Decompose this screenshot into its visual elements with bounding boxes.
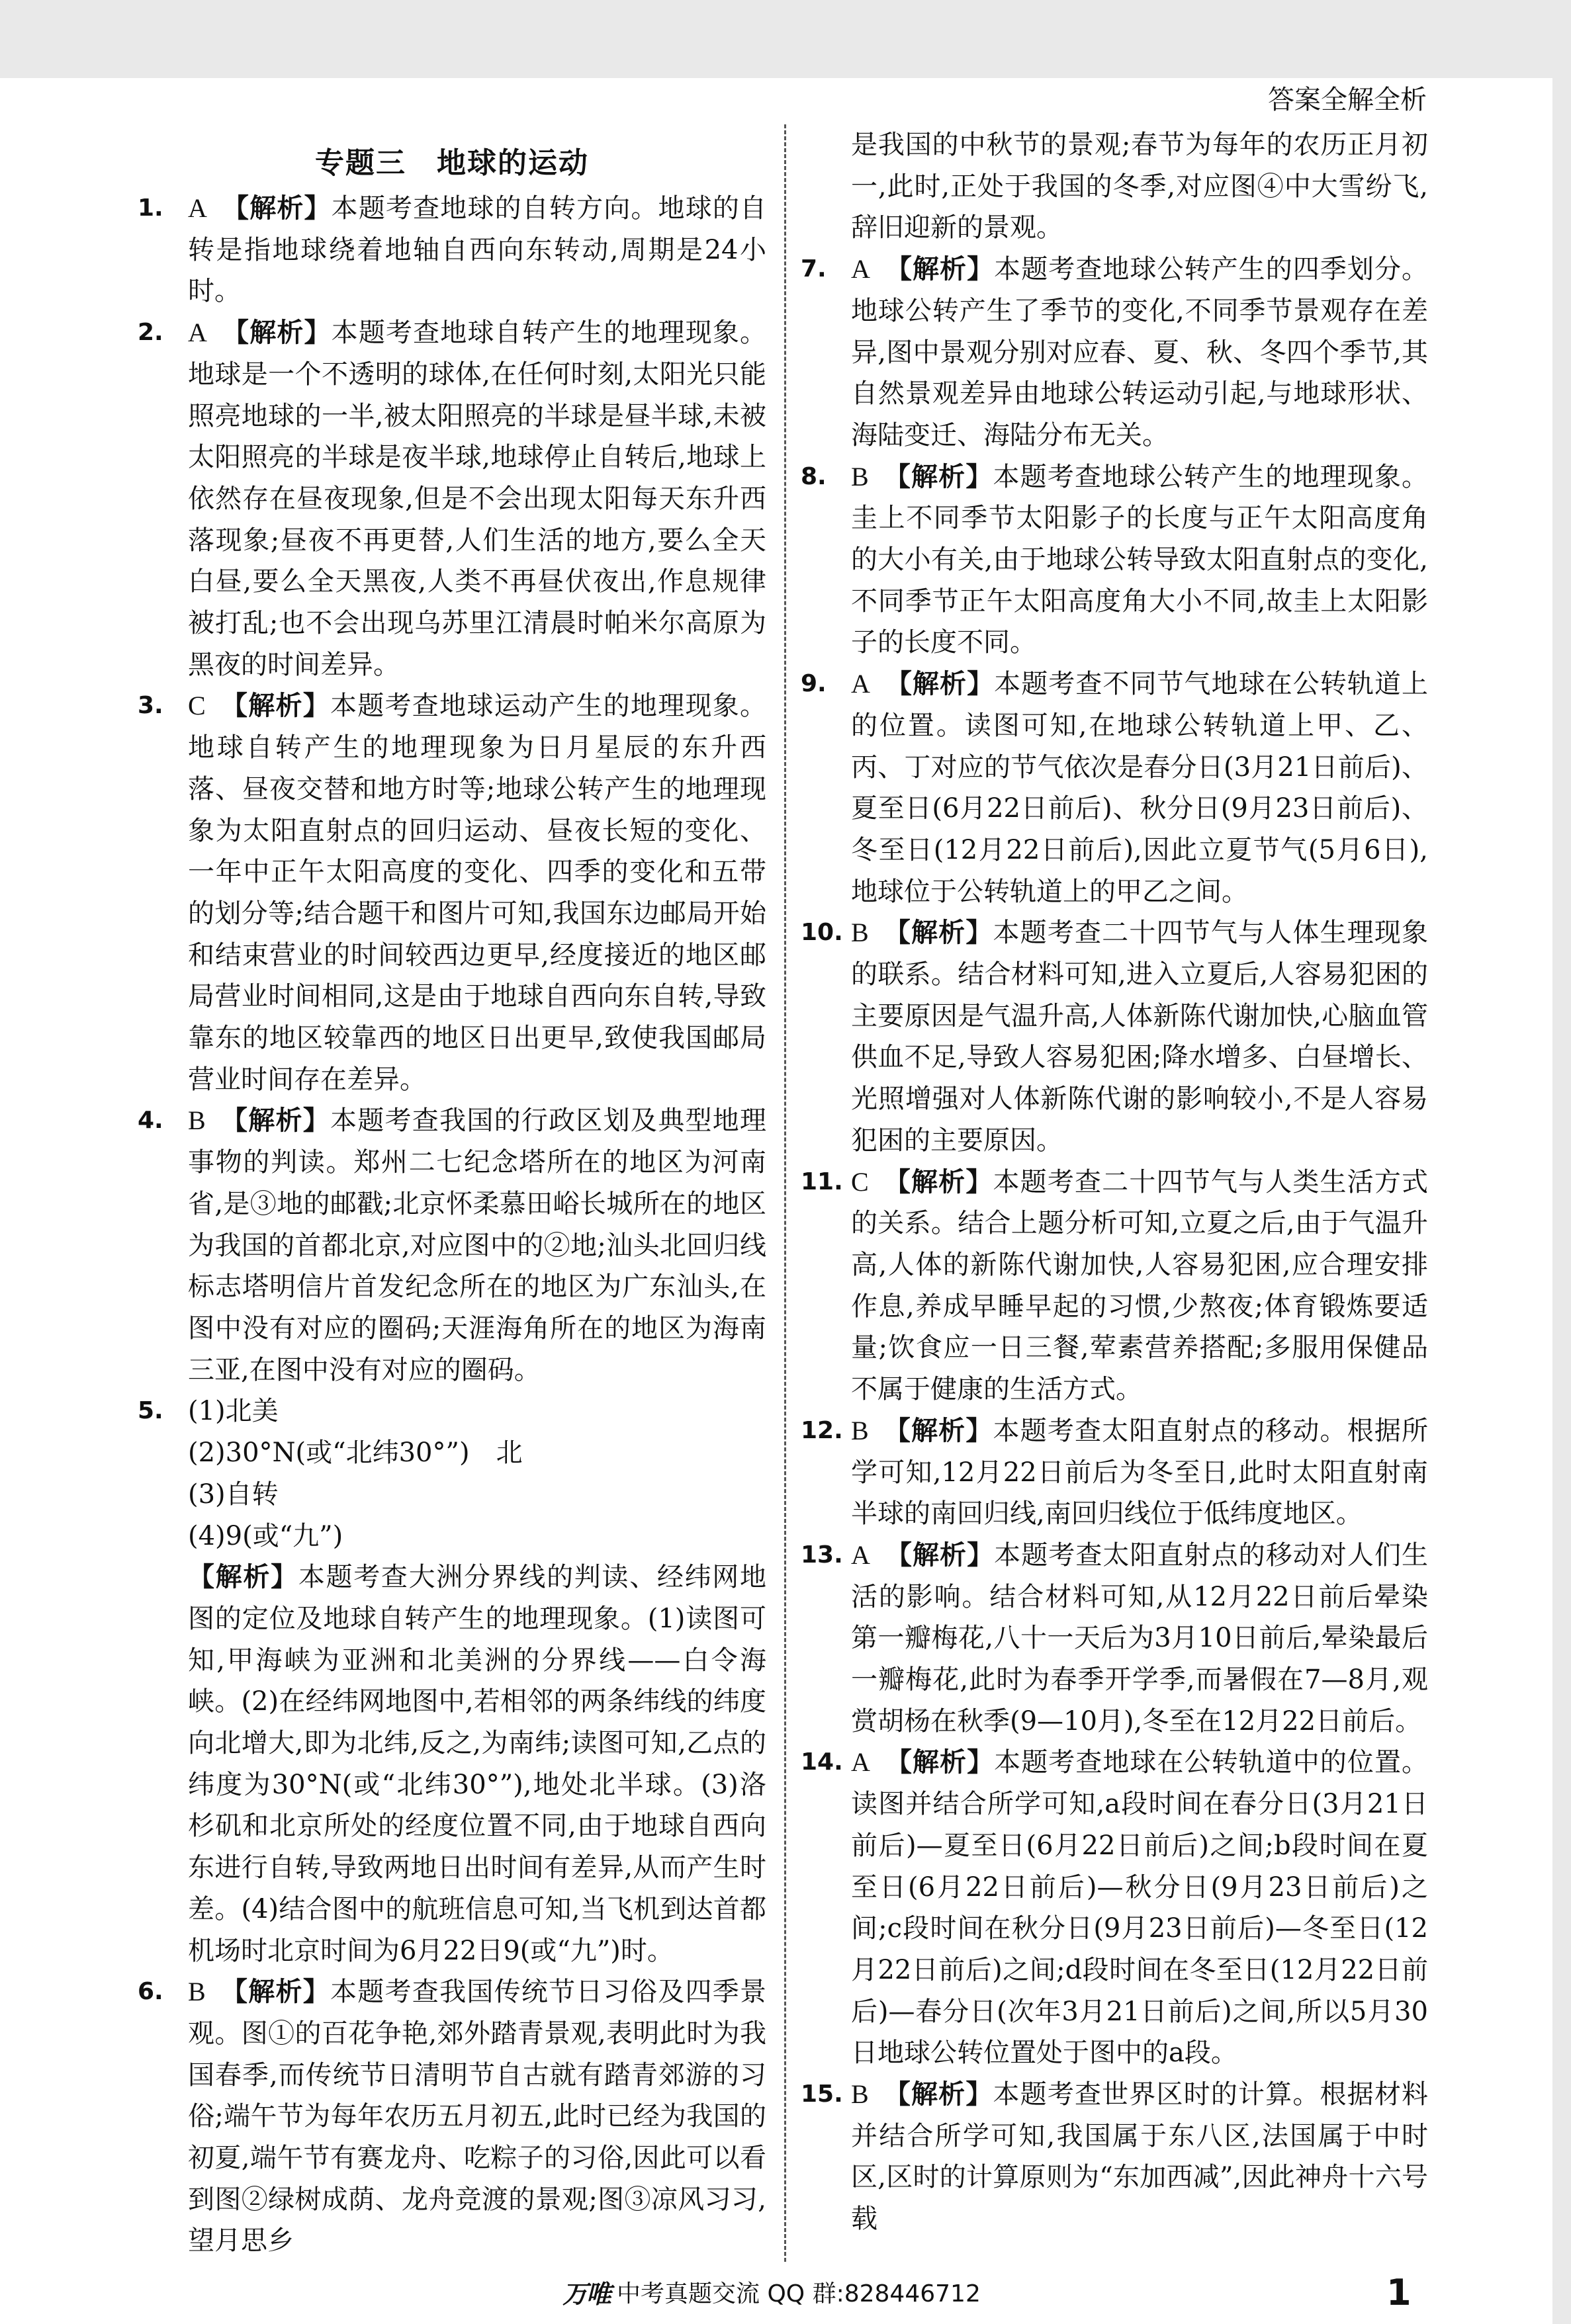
document-page [0, 78, 1552, 2324]
analysis-label: 【解析】 [884, 1747, 995, 1778]
analysis-label: 【解析】 [884, 669, 995, 700]
right-items [801, 249, 1428, 2240]
analysis-label: 【解析】 [883, 1166, 993, 1197]
analysis-label: 【解析】 [883, 2079, 993, 2110]
answer-item [138, 1100, 766, 1391]
item-number: 2. [138, 319, 163, 347]
answer-choice: B [188, 1105, 206, 1136]
answer-item [138, 312, 766, 685]
answer-item [801, 2074, 1428, 2240]
answer-item [801, 249, 1428, 456]
answer-choice: B [851, 918, 869, 948]
analysis-text: 本题考查地球在公转轨道中的位置。读图并结合所学可知,a段时间在春分日(3月21日前后)—夏至日(6月22日前后)之间;b段时间在夏至日(6月22日前后)—秋分日(9月23日前后)之间;c段时间在秋分日(9月23日前后)—冬至日(12月22日前后)之间;d段时间在冬至日(12月22日前后)—春分日(次年3月21日前后)之间,所以5月30日地球公转位置处于图中的a段。 [851, 1747, 1429, 2069]
analysis-text: 本题考查世界区时的计算。根据材料并结合所学可知,我国属于东八区,法国属于中时区,区时的计算原则为“东加西减”,因此神舟十六号载 [851, 2079, 1428, 2235]
analysis-label: 【解析】 [884, 254, 995, 285]
answer-choice: A [188, 193, 207, 223]
left-items [138, 188, 766, 2262]
answer-choice: B [851, 461, 869, 492]
answer-item [138, 685, 766, 1100]
sub-answer: (4)9(或“九”) [188, 1520, 343, 1551]
footer-text: 中考真题交流 QQ 群:828446712 [617, 2280, 981, 2308]
item-number: 5. [138, 1397, 163, 1425]
answer-choice: B [188, 1977, 206, 2007]
page-title: 专题三 地球的运动 [315, 146, 589, 180]
sub-answer: (1)北美 [188, 1396, 279, 1427]
sub-answer: (3)自转 [188, 1479, 279, 1510]
publisher-logo: 万唯 [562, 2280, 611, 2309]
columns [138, 124, 1552, 2262]
page-number: 1 [1386, 2272, 1412, 2314]
analysis-text: 本题考查太阳直射点的移动。根据所学可知,12月22日前后为冬至日,此时太阳直射南半球的南回归线,南回归线位于低纬度地区。 [851, 1415, 1428, 1529]
analysis-label: 【解析】 [883, 918, 993, 949]
analysis-text: 本题考查我国的行政区划及典型地理事物的判读。郑州二七纪念塔所在的地区为河南省,是③地的邮戳;北京怀柔慕田峪长城所在的地区为我国的首都北京,对应图中的②地;汕头北回归线标志塔明信片首发纪念所在的地区为广东汕头,在图中没有对应的圈码;天涯海角所在的地区为海南三亚,在图中没有对应的圈码。 [188, 1105, 766, 1385]
item-number: 15. [801, 2081, 843, 2108]
item-6-continuation: 是我国的中秋节的景观;春节为每年的农历正月初一,此时,正处于我国的冬季,对应图④中大雪纷飞,辞旧迎新的景观。 [851, 130, 1428, 243]
analysis-text: 本题考查二十四节气与人类生活方式的关系。结合上题分析可知,立夏之后,由于气温升高,人体的新陈代谢加快,人容易犯困,应合理安排作息,养成早睡早起的习惯,少熬夜;体育锻炼要适量;饮食应一日三餐,荤素营养搭配;多服用保健品不属于健康的生活方式。 [851, 1166, 1428, 1405]
answer-item [801, 912, 1428, 1161]
answer-choice: C [188, 691, 206, 721]
analysis-text: 本题考查地球的自转方向。地球的自转是指地球绕着地轴自西向东转动,周期是24小时。 [188, 193, 767, 307]
analysis-text: 本题考查地球公转产生的地理现象。圭上不同季节太阳影子的长度与正午太阳高度角的大小有关,由于地球公转导致太阳直射点的变化,不同季节正午太阳高度角大小不同,故圭上太阳影子的长度不同。 [851, 461, 1428, 658]
header-tag: 答案全解全析 [1268, 85, 1427, 115]
analysis-text: 本题考查二十四节气与人体生理现象的联系。结合材料可知,进入立夏后,人容易犯困的主要原因是气温升高,人体新陈代谢加快,心脑血管供血不足,导致人容易犯困;降水增多、白昼增长、光照增强对人体新陈代谢的影响较小,不是人容易犯困的主要原因。 [851, 918, 1428, 1156]
item-number: 3. [138, 692, 163, 720]
analysis-text: 本题考查太阳直射点的移动对人们生活的影响。结合材料可知,从12月22日前后晕染第一瓣梅花,八十一天后为3月10日前后,晕染最后一瓣梅花,此时为春季开学季,而暑假在7—8月,观赏胡杨在秋季(9—10月),冬至在12月22日前后。 [851, 1539, 1429, 1737]
analysis-label: 【解析】 [883, 1415, 993, 1446]
answer-item [801, 456, 1428, 664]
item-number: 6. [138, 1978, 163, 2006]
item-number: 14. [801, 1748, 843, 1776]
footer-info [562, 2278, 981, 2311]
item-number: 1. [138, 194, 163, 222]
analysis-label: 【解析】 [221, 193, 332, 224]
answer-choice: A [851, 669, 870, 699]
analysis-text: 本题考查我国传统节日习俗及四季景观。图①的百花争艳,郊外踏青景观,表明此时为我国春季,而传统节日清明节自古就有踏青郊游的习俗;端午节为每年农历五月初五,此时已经为我国的初夏,端午节有赛龙舟、吃粽子的习俗,因此可以看到图②绿树成荫、龙舟竞渡的景观;图③凉风习习,望月思乡 [188, 1977, 766, 2257]
analysis-label: 【解析】 [220, 1977, 331, 2008]
answer-item [801, 1410, 1428, 1535]
analysis-text: 本题考查大洲分界线的判读、经纬网地图的定位及地球自转产生的地理现象。(1)读图可知,甲海峡为亚洲和北美洲的分界线——白令海峡。(2)在经纬网地图中,若相邻的两条纬线的纬度向北增大,即为北纬,反之,为南纬;读图可知,乙点的纬度为30°N(或“北纬30°”),地处北半球。(3)洛杉矶和北京所处的经度位置不同,由于地球自西向东进行自转,导致两地日出时间有差异,从而产生时差。(4)结合图中的航班信息可知,当飞机到达首都机场时北京时间为6月22日9(或“九”)时。 [188, 1562, 767, 1966]
analysis-label: 【解析】 [220, 691, 331, 722]
right-column [801, 124, 1428, 2262]
answer-choice: A [188, 318, 207, 348]
answer-choice: B [851, 1415, 869, 1445]
item-number: 10. [801, 919, 843, 947]
answer-item [801, 664, 1428, 912]
item-number: 4. [138, 1107, 163, 1135]
analysis-label: 【解析】 [220, 1105, 331, 1137]
answer-item [138, 1971, 766, 2262]
item-number: 8. [801, 462, 827, 490]
answer-item [138, 188, 766, 312]
analysis-label: 【解析】 [188, 1562, 298, 1593]
analysis-label: 【解析】 [884, 1539, 995, 1571]
item-number: 9. [801, 670, 827, 698]
item-number: 7. [801, 255, 827, 283]
answer-item [801, 1742, 1428, 2074]
answer-choice: C [851, 1166, 869, 1197]
answer-item [801, 1535, 1428, 1743]
answer-item [138, 1391, 766, 1971]
analysis-paragraph [188, 1562, 766, 1965]
item-number: 12. [801, 1416, 843, 1444]
analysis-text: 本题考查不同节气地球在公转轨道上的位置。读图可知,在地球公转轨道上甲、乙、丙、丁对应的节气依次是春分日(3月21日前后)、夏至日(6月22日前后)、秋分日(9月23日前后)、冬至日(12月22日前后),因此立夏节气(5月6日),地球位于公转轨道上的甲乙之间。 [851, 669, 1429, 907]
answer-choice: A [851, 1747, 870, 1778]
analysis-text: 本题考查地球运动产生的地理现象。地球自转产生的地理现象为日月星辰的东升西落、昼夜交替和地方时等;地球公转产生的地理现象为太阳直射点的回归运动、昼夜长短的变化、一年中正午太阳高度的变化、四季的变化和五带的划分等;结合题干和图片可知,我国东边邮局开始和结束营业的时间较西边更早,经度接近的地区邮局营业时间相同,这是由于地球自西向东自转,导致靠东的地区较靠西的地区日出更早,致使我国邮局营业时间存在差异。 [188, 691, 766, 1095]
answer-choice: B [851, 2079, 869, 2110]
item-number: 13. [801, 1541, 843, 1569]
analysis-text: 本题考查地球公转产生的四季划分。地球公转产生了季节的变化,不同季节景观存在差异,图中景观分别对应春、夏、秋、冬四个季节,其自然景观差异由地球公转运动引起,与地球形状、海陆变迁、海陆分布无关。 [851, 254, 1429, 451]
answer-choice: A [851, 1539, 870, 1570]
item-number: 11. [801, 1168, 843, 1195]
analysis-label: 【解析】 [221, 318, 332, 349]
left-column [138, 124, 766, 2262]
answer-choice: A [851, 254, 870, 284]
answer-item [801, 1162, 1428, 1410]
column-divider [784, 124, 786, 2262]
analysis-label: 【解析】 [883, 461, 993, 492]
footer [0, 2271, 1552, 2324]
analysis-text: 本题考查地球自转产生的地理现象。地球是一个不透明的球体,在任何时刻,太阳光只能照亮地球的一半,被太阳照亮的半球是昼半球,未被太阳照亮的半球是夜半球,地球停止自转后,地球上依然存在昼夜现象,但是不会出现太阳每天东升西落现象;昼夜不再更替,人们生活的地方,要么全天白昼,要么全天黑夜,人类不再昼伏夜出,作息规律被打乱;也不会出现乌苏里江清晨时帕米尔高原为黑夜的时间差异。 [188, 318, 767, 680]
sub-answer: (2)30°N(或“北纬30°”) 北 [188, 1438, 523, 1469]
